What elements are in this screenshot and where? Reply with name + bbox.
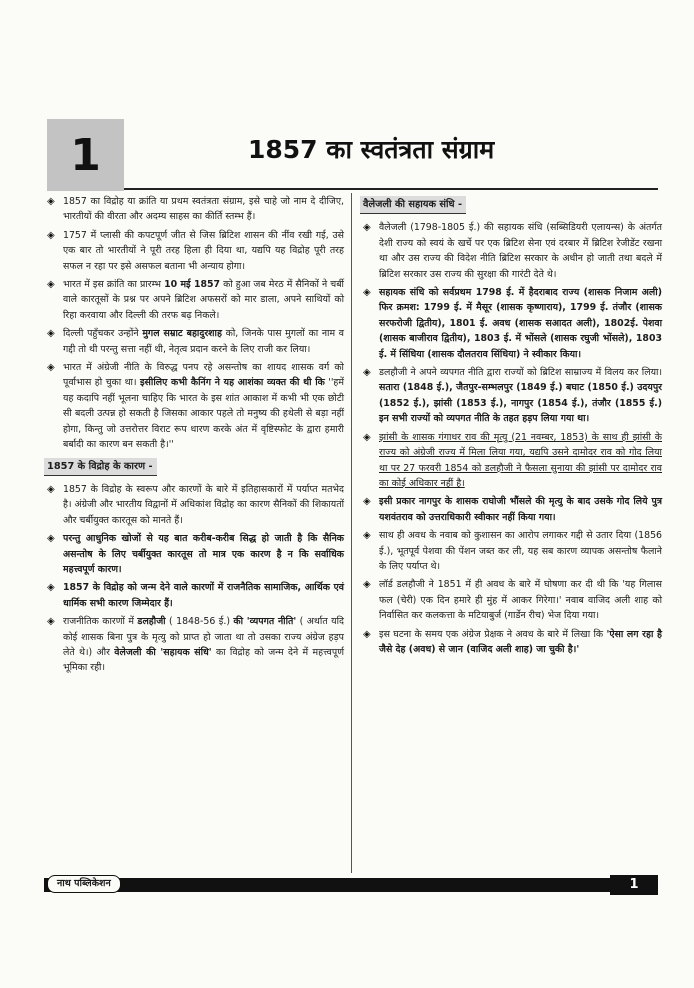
right-column [360,194,662,660]
list-item: ◈ लॉर्ड डलहौजी ने 1851 में ही अवध के बारे में घोषणा कर दी थी कि 'यह गिलास फल (चेरी) एक दिन हमारे ही मुंह में आकर गिरेगा।' नवाब वाजिद अली शाह को निर्वासित कर कलकत्ता के मटियाबुर्ज (गार्डेन रीच) भेज दिया गया। [363,579,662,622]
list-item: ◈ इस घटना के समय एक अंग्रेज प्रेक्षक ने अवध के बारे में लिखा कि 'ऐसा लग रहा है जैसे देह (अवध) से जान (वाजिद अली शाह) जा चुकी है।' [363,628,663,655]
list-item: ◈ 1857 के विद्रोह को जन्म देने वाले कारणों में राजनैतिक सामाजिक, आर्थिक एवं धार्मिक सभी कारण जिम्मेदार हैं। [47,582,344,609]
chapter-number: 1 [70,129,101,181]
chapter-number-box [47,119,124,191]
list-item: ◈ भारत में इस क्रांति का प्रारम्भ 10 मई 1857 को हुआ जब मेरठ में सैनिकों ने चर्बी वाले कारतूसों के प्रश्न पर अपने ब्रिटिश अफसरों को मार डाला, अपने साथियों को रिहा करवाया और दिल्ली की तरफ बढ़ निकले। [47,279,344,321]
chapter-title: 1857 का स्वतंत्रता संग्राम [248,135,495,164]
list-item: ◈ सहायक संधि को सर्वप्रथम 1798 ई. में हैदराबाद राज्य (शासक निजाम अली) फिर क्रमश: 1799 ई. में मैसूर (शासक कृष्णाराय), 1799 ई. तंजौर (शासक सरफरोजी द्वितीय), 1801 ई. अवध (शासक सआदत अली), 1802ई. पेशवा (शासक बाजीराव द्वितीय), 1803 ई. में भोंसले (शासक रघुजी भोंसले), 1803 ई. में सिंधिया (शासक दौलतराव सिंधिया) ने स्वीकार किया। [363,287,662,360]
diamond-bullet-icon: ◈ [363,579,371,591]
list-item: ◈ साथ ही अवध के नवाब को कुशासन का आरोप लगाकर गद्दी से उतार दिया (1856 ई.), भूतपूर्व पेशवा की पेंशन जब्त कर ली, यह सब कारण व्यापक असन्तोष फैलाने के लिए पर्याप्त थे। [363,530,662,572]
diamond-bullet-icon: ◈ [363,222,371,234]
diamond-bullet-icon: ◈ [47,582,55,594]
diamond-bullet-icon: ◈ [47,362,55,374]
title-rule [124,188,658,190]
diamond-bullet-icon: ◈ [47,533,55,545]
list-item: ◈ परन्तु आधुनिक खोजों से यह बात करीब-करीब सिद्ध हो जाती है कि सैनिक असन्तोष के लिए चर्बीयुक्त कारतूस तो मात्र एक कारण है न कि सर्वाधिक महत्त्वपूर्ण कारण। [47,533,344,575]
diamond-bullet-icon: ◈ [363,530,371,542]
list-item: ◈ भारत में अंग्रेजी नीति के विरुद्ध पनप रहे असन्तोष का शायद शासक वर्ग को पूर्वाभास हो चुका था। इसीलिए कभी कैनिंग ने यह आशंका व्यक्त की थी कि ''हमें यह कदापि नहीं भूलना चाहिए कि भारत के इस शांत आकाश में कभी भी एक छोटी सी बदली उत्पन्न हो सकती है जिसका आकार पहले तो मनुष्य की हथेली से बड़ा नहीं होगा, किन्तु जो उत्तरोत्तर विराट रूप धारण करके अंत में वृष्टिस्फोट के द्वारा हमारी बर्बादी का कारण बन सकती है।'' [47,362,344,451]
list-item: ◈ 1857 का विद्रोह या क्रांति या प्रथम स्वतंत्रता संग्राम, इसे चाहे जो नाम दे दीजिए, भारतीयों की वीरता और अदम्य साहस का कीर्ति स्तम्भ हैं। [47,196,344,223]
diamond-bullet-icon: ◈ [47,196,55,207]
list-item: ◈ झांसी के शासक गंगाधर राव की मृत्यु (21 नवम्बर, 1853) के साथ ही झांसी के राज्य को अंग्रेजी राज्य में मिला लिया गया, यद्यपि उसने दामोदर राव को गोद लिया था पर 27 फरवरी 1854 को डलहौजी ने फैसला सुनाया की झांसी पर दामोदर राव का कोई अधिकार नहीं है। [363,431,662,489]
diamond-bullet-icon: ◈ [47,279,55,291]
list-item: ◈ डलहौजी ने अपने व्यपगत नीति द्वारा राज्यों को ब्रिटिश साम्राज्य में विलय कर लिया। सतारा (1848 ई.), जैतपुर-सम्भलपुर (1849 ई.) बघाट (1850 ई.) उदयपुर (1852 ई.), झांसी (1853 ई.), नागपुर (1854 ई.), तंजौर (1855 ई.) इन सभी राज्यों को व्यपगत नीति के तहत हड़प लिया गया था। [363,367,662,425]
list-item: ◈ 1757 में प्लासी की कपटपूर्ण जीत से जिस ब्रिटिश शासन की नींव रखी गई, उसे एक बार तो भारतीयों ने पूरी तरह हिला ही दिया था, यद्यपि यह विद्रोह पूरी तरह सफल न रहा पर इसे असफल बताना भी अन्याय होगा। [47,229,344,272]
diamond-bullet-icon: ◈ [47,616,55,628]
list-item: ◈ राजनीतिक कारणों में डलहौजी ( 1848-56 ई.) की 'व्यपगत नीति' ( अर्थात यदि कोई शासक बिना पुत्र के मृत्यु को प्राप्त हो जाता था तो उसका राज्य अंग्रेज हड़प लेते थे।) और वेलेजली की 'सहायक संधि' का विद्रोह को जन्म देने में महत्त्वपूर्ण भूमिका रही। [47,616,344,674]
section-heading-subsidiary-alliance: वैलेजली की सहायक संधि - [360,196,466,214]
diamond-bullet-icon: ◈ [47,328,55,340]
diamond-bullet-icon: ◈ [363,431,371,443]
page-number: 1 [610,875,658,895]
left-column [44,194,344,679]
list-item: ◈ इसी प्रकार नागपुर के शासक राघोजी भौंसले की मृत्यु के बाद उसके गोद लिये पुत्र यशवंतराव को उत्तराधिकारी स्वीकार नहीं किया गया। [363,496,662,523]
footer-bar [44,878,658,892]
list-item: ◈ दिल्ली पहुँचकर उन्होंने मुगल सम्राट बहादुरशाह को, जिनके पास मुगलों का नाम व गद्दी तो थी परन्तु सत्ता नहीं थी, नेतृत्व प्रदान करने के लिए राजी कर लिया। [47,328,344,355]
diamond-bullet-icon: ◈ [47,229,55,241]
diamond-bullet-icon: ◈ [363,496,371,508]
publisher-label: नाथ पब्लिकेशन [47,875,121,893]
diamond-bullet-icon: ◈ [363,287,371,299]
list-item: ◈ 1857 के विद्रोह के स्वरूप और कारणों के बारे में इतिहासकारों में पर्याप्त मतभेद है। अंग्रेजी और भारतीय विद्वानों में अधिकांश विद्रोह का कारण सैनिकों की शिकायतों और चर्बीयुक्त कारतूस को मानते हैं। [47,483,344,526]
list-item: ◈ वैलेजली (1798-1805 ई.) की सहायक संधि (सब्सिडियरी एलायन्स) के अंतर्गत देशी राज्य को स्वयं के खर्चे पर एक ब्रिटिश सेना एवं दरबार में ब्रिटिश रेजीडेंट रखना था और उस राज्य की विदेश नीति ब्रिटिश सरकार के अधीन हो जाती तथा बदले में ब्रिटिश सरकार उस राज्य की सुरक्षा की गारंटी देते थे। [363,222,662,280]
diamond-bullet-icon: ◈ [47,483,55,495]
diamond-bullet-icon: ◈ [363,367,371,379]
column-divider [351,193,352,873]
section-heading-causes: 1857 के विद्रोह के कारण - [44,458,157,476]
diamond-bullet-icon: ◈ [363,628,371,640]
